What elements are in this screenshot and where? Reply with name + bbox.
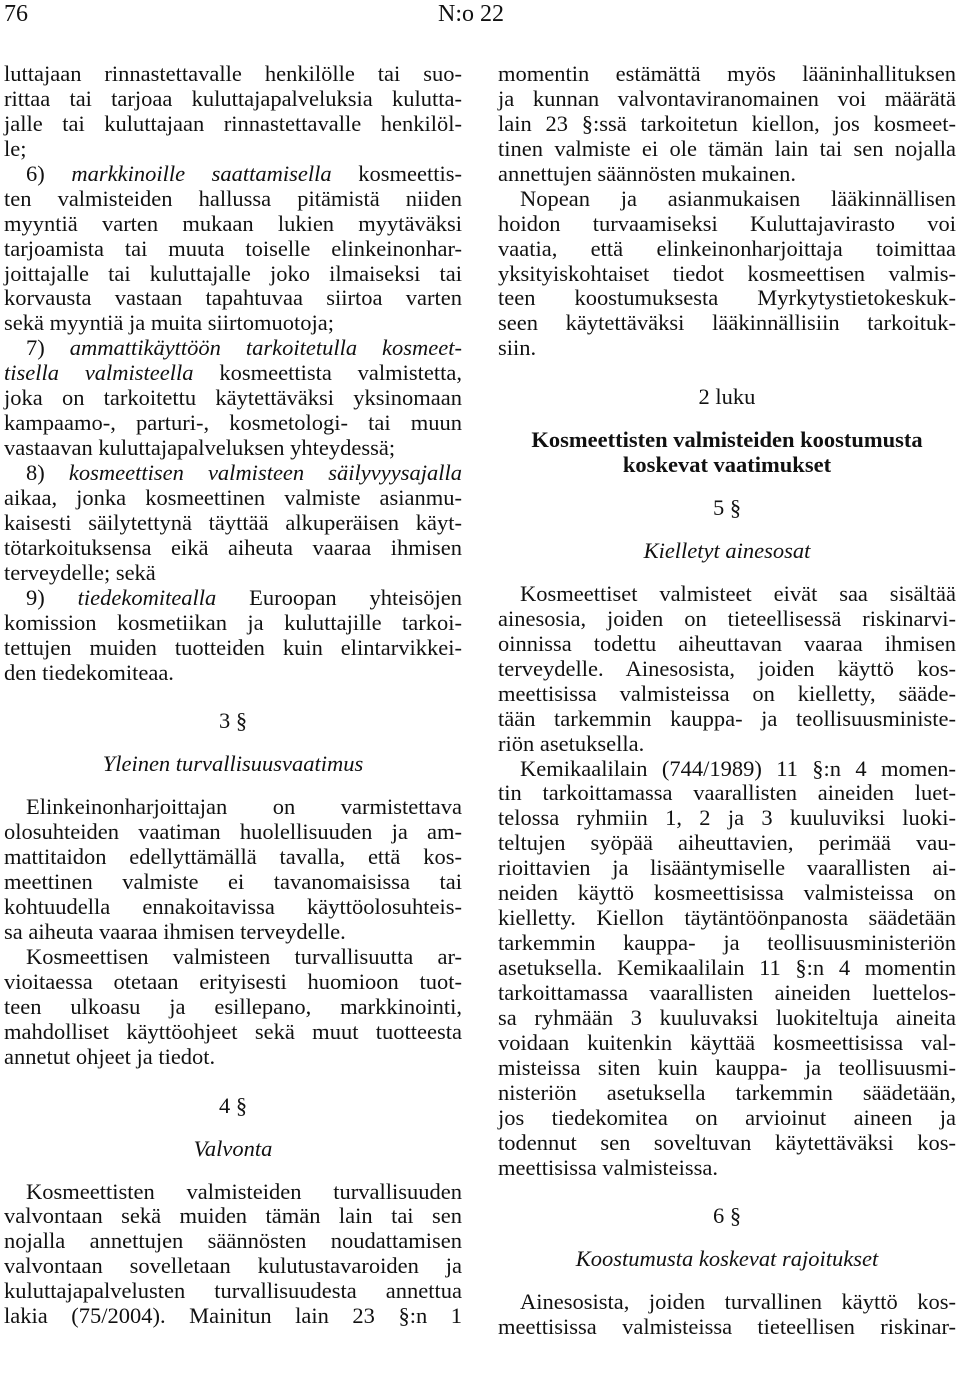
section-number: 3 §	[218, 708, 248, 734]
text-line: aikaa, jonka kosmeettinen valmiste asianmu-	[4, 484, 462, 510]
text-line: ten valmisteiden hallussa pitämistä niiden	[4, 185, 462, 211]
text-line: terveydelle. Ainesosista, joiden käyttö kos-	[498, 655, 956, 681]
definition-item-6	[4, 162, 462, 337]
paragraph	[498, 187, 956, 362]
text-line: ainesosia, joiden on tieteellisessä riskinarvi-	[498, 605, 956, 631]
text-line: neiden käyttö kosmeettisissa valmisteissa on	[498, 880, 956, 906]
text-line: vastaavan kuluttajapalveluksen yhteydessä;	[4, 435, 396, 461]
text-line: tötarkoituksensa eikä aiheuta vaaraa ihmisen	[4, 534, 462, 560]
text-line: kaisesti säilytettynä täyttää alkuperäisen käyt-	[4, 509, 462, 535]
section-number: 6 §	[712, 1203, 742, 1229]
text-line: siin.	[498, 335, 537, 361]
text-line: rioittavien ja lisääntymiselle vaarallisten ai-	[498, 855, 956, 881]
text-line: valvontaan sekä muiden tämän lain tai sen	[4, 1203, 462, 1229]
text-line: tarjoamista tai muuta toiselle elinkeinonhar-	[4, 235, 462, 261]
section-number: 5 §	[712, 495, 742, 521]
text-fragment: kosmeettista valmistetta,	[219, 360, 463, 386]
section-title: Kielletyt ainesosat	[643, 538, 811, 563]
text-line: lain 23 §:ssä tarkoitetun kiellon, jos kosmeet-	[498, 110, 956, 136]
text-line	[4, 586, 462, 611]
text-fragment: kosmeettis-	[358, 160, 462, 186]
definition-item-7	[4, 336, 462, 461]
right-column	[498, 62, 956, 1340]
text-line: momentin estämättä myös lääninhallituksen	[498, 61, 956, 86]
text-line: Kosmeettiset valmisteet eivät saa sisältää	[520, 580, 956, 606]
text-line: tettujen muiden tuotteiden kuin elintarvikkei-	[4, 634, 462, 660]
text-line: annettujen säännösten mukainen.	[498, 160, 797, 186]
paragraph	[4, 945, 462, 1070]
text-line: teen koostumuksesta Myrkytystietokeskuk-	[498, 285, 956, 311]
section-number: 4 §	[218, 1092, 248, 1118]
text-line	[4, 461, 462, 486]
defined-term: tiedekomitealla	[77, 584, 217, 610]
text-line: le;	[4, 135, 27, 161]
text-line: vioitaessa otetaan erityisesti huomioon tuot-	[4, 968, 462, 994]
paragraph	[498, 757, 956, 1181]
item-number: 9)	[26, 584, 45, 610]
text-line: komission kosmetiikan ja kuluttajille tarkoi-	[4, 609, 462, 635]
definition-item-8	[4, 461, 462, 586]
text-line: jalle tai kuluttajaan rinnastettavalle henkilöl-	[4, 110, 462, 136]
text-line: mattitaidon edellyttämällä tavalla, että kos-	[4, 844, 462, 870]
text-line: riön asetuksella.	[498, 730, 645, 756]
text-line: ja kunnan valvontaviranomainen voi määrätä	[498, 85, 956, 111]
text-line: meettinen valmiste ei tavanomaisissa tai	[4, 869, 462, 895]
text-line: rittaa tai tarjoaa kuluttajapalveluksia kulutta-	[4, 85, 462, 111]
text-line: mahdolliset käyttöohjeet sekä muut tuotteesta	[4, 1018, 462, 1044]
section-title: Koostumusta koskevat rajoitukset	[575, 1246, 879, 1272]
text-line: valvontaan sovelletaan kulutustavaroiden ja	[4, 1253, 462, 1279]
text-line: myyntiä varten mukaan lukien myytäväksi	[4, 210, 462, 236]
text-line: meettisissa valmisteissa.	[498, 1154, 718, 1180]
text-line: luttajaan rinnastettavalle henkilölle tai suo-	[4, 61, 462, 86]
text-line: Kosmeettisen valmisteen turvallisuutta ar-	[26, 943, 462, 969]
chapter-title: Kosmeettisten valmisteiden koostumusta	[531, 427, 923, 453]
text-line: Nopean ja asianmukaisen lääkinnällisen	[520, 185, 956, 211]
text-line	[4, 361, 462, 386]
text-line: asetuksella. Kemikaalilain 11 §:n 4 momentin	[498, 955, 956, 980]
text-line: lakia (75/2004). Mainitun lain 23 §:n 1	[4, 1303, 462, 1329]
left-column	[4, 62, 462, 1329]
text-line: nisteriön asetuksella tarkemmin säädetään,	[498, 1079, 956, 1105]
chapter-number: 2 luku	[698, 384, 756, 410]
text-line	[4, 336, 462, 361]
defined-term: tisella valmisteella	[4, 360, 194, 386]
page-number: 76	[4, 1, 28, 27]
item-number: 6)	[26, 160, 45, 186]
text-line: den tiedekomiteaa.	[4, 659, 174, 685]
text-line: Ainesosista, joiden turvallinen käyttö kos-	[520, 1289, 956, 1315]
text-line: sekä myyntiä ja muita siirtomuotoja;	[4, 310, 334, 336]
defined-term: markkinoille saattamisella	[71, 160, 332, 186]
text-line: Kemikaalilain (744/1989) 11 §:n 4 momen-	[520, 755, 956, 781]
paragraph	[4, 795, 462, 945]
text-line: voidaan kuitenkin käyttää kosmeettisissa val-	[498, 1029, 956, 1055]
text-line: Kosmeettisten valmisteiden turvallisuuden	[26, 1178, 462, 1204]
text-line: terveydelle; sekä	[4, 559, 156, 585]
text-line: sa aiheuta vaaraa ihmisen terveydelle.	[4, 919, 346, 944]
paragraph	[4, 1180, 462, 1330]
section-title: Valvonta	[193, 1135, 273, 1161]
chapter-title: koskevat vaatimukset	[622, 452, 832, 478]
text-line: meettisissa valmisteissa tieteellisen riskinar-	[498, 1314, 956, 1340]
text-line: yksityiskohtaiset tiedot kosmeettisen valmis-	[498, 260, 956, 286]
text-line: sa ryhmään 3 kuuluvaksi luokiteltuja aineita	[498, 1004, 956, 1030]
text-line: kuluttajapalvelusten turvallisuudesta annettua	[4, 1278, 462, 1304]
text-line: tarkoittamassa vaarallisten aineiden luettelos-	[498, 979, 956, 1005]
item-number: 7)	[26, 335, 45, 361]
paragraph	[498, 62, 956, 187]
text-line: tin tarkoittamassa vaarallisten aineiden luet-	[498, 780, 956, 806]
definition-item-9	[4, 586, 462, 686]
text-line: hoidon turvaamiseksi Kuluttajavirasto voi	[498, 210, 956, 236]
text-line: Elinkeinonharjoittajan on varmistettava	[26, 794, 462, 820]
text-line	[4, 162, 462, 187]
text-line: teltujen syöpää aiheuttavien, perimää vau-	[498, 830, 956, 856]
text-line: meettisissa valmisteissa on kielletty, sääde-	[498, 680, 956, 706]
text-line: olosuhteiden vaatiman huolellisuuden ja am-	[4, 819, 462, 845]
section-title: Yleinen turvallisuusvaatimus	[102, 751, 364, 777]
paragraph	[498, 1290, 956, 1340]
text-line: oinnissa todettu aiheuttavan vaaraa ihmisen	[498, 630, 956, 656]
paragraph	[4, 62, 462, 162]
text-line: teen ulkoasu ja esillepano, markkinointi,	[4, 993, 462, 1019]
text-line: kampaamo-, parturi-, kosmetologi- tai muun	[4, 410, 462, 436]
item-number: 8)	[26, 460, 45, 485]
text-line: jos tiedekomitea on arvioinut aineen ja	[498, 1104, 956, 1130]
text-line: nojalla annettujen säännösten noudattamisen	[4, 1228, 462, 1254]
text-line: tarkemmin kauppa- ja teollisuusministeriön	[498, 930, 956, 956]
text-line: misteissa siten kuin kauppa- ja teollisuusmi-	[498, 1054, 956, 1080]
defined-term: kosmeettisen valmisteen säilyvyysajalla	[68, 460, 462, 485]
text-line: telossa ryhmiin 1, 2 ja 3 kuuluviksi luoki-	[498, 805, 956, 831]
defined-term: ammattikäyttöön tarkoitetulla kosmeet-	[69, 335, 463, 361]
text-line: joka on tarkoitettu käytettäväksi yksinomaan	[4, 385, 462, 411]
paragraph	[498, 582, 956, 757]
text-line: todennut sen soveltuvan käytettäväksi kos-	[498, 1129, 956, 1155]
issue-number: N:o 22	[438, 1, 504, 27]
text-line: kohtuudella ennakoitavissa käyttöolosuhteis-	[4, 894, 462, 920]
text-line: tinen valmiste ei ole tämän lain tai sen nojalla	[498, 135, 956, 161]
text-line: tään tarkemmin kauppa- ja teollisuusministe-	[498, 705, 956, 731]
text-line: vaatia, että elinkeinonharjoittaja toimittaa	[498, 235, 956, 261]
text-line: seen käytettäväksi lääkinnällisiin tarkoituk-	[498, 310, 956, 336]
text-line: kielletty. Kiellon täytäntöönpanosta säädetään	[498, 905, 956, 931]
text-line: annetut ohjeet ja tiedot.	[4, 1043, 216, 1069]
text-fragment: Euroopan yhteisöjen	[249, 584, 462, 610]
text-line: korvausta vastaan tapahtuvaa siirtoa varten	[4, 285, 462, 311]
text-line: joittajalle tai kuluttajalle joko ilmaiseksi tai	[4, 260, 462, 286]
